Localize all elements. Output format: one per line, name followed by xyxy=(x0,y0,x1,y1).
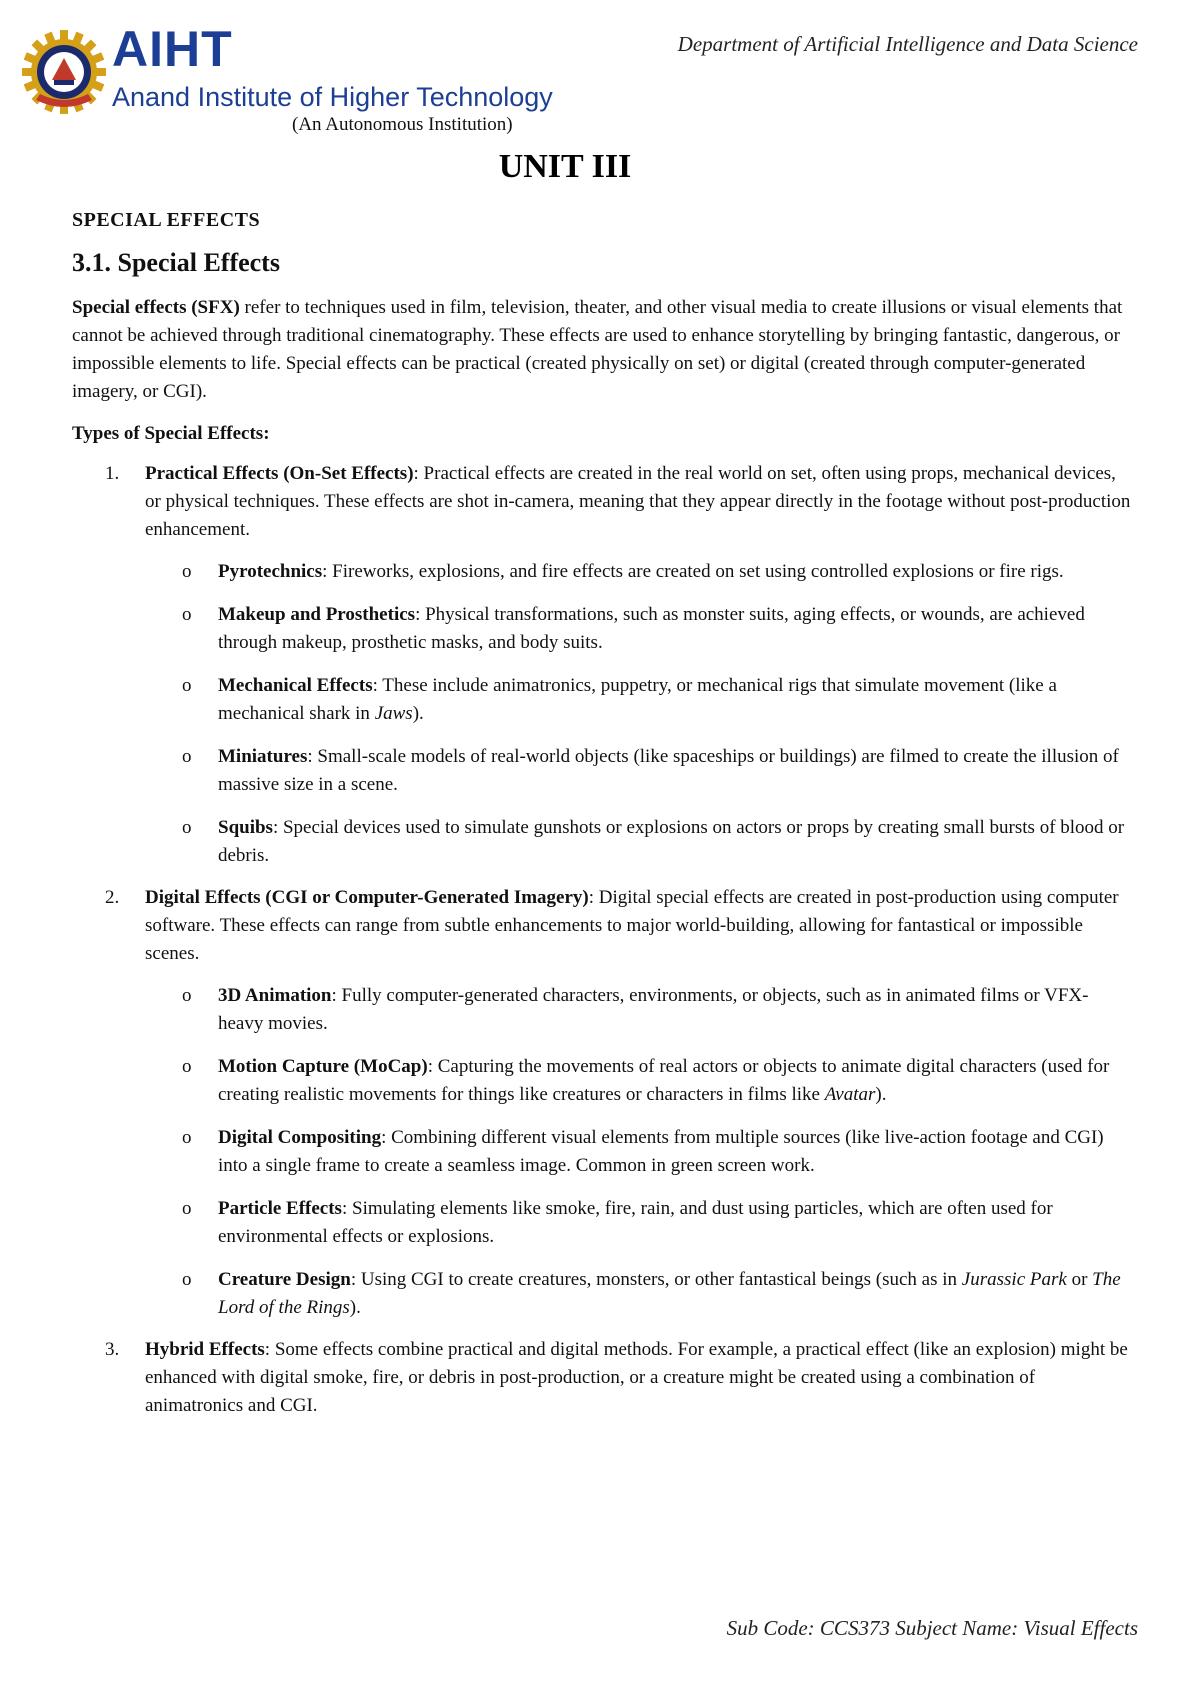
item-title: Practical Effects (On-Set Effects) xyxy=(145,463,414,484)
bullet: o xyxy=(182,1269,192,1290)
sub-list-item xyxy=(145,1124,1132,1180)
bullet: o xyxy=(182,746,192,767)
types-list xyxy=(72,460,1132,1420)
intro-text: refer to techniques used in film, television, theater, and other visual media to create illusions or visual elements that cannot be achieved through traditional cinematography. These effects are used to enhance storytelling by bringing fantastic, dangerous, or impossible elements to life. Special effects can be practical (created physically on set) or digital (created through computer-generated imagery, or CGI). xyxy=(72,297,1123,402)
sub-item-text-end: ). xyxy=(412,703,424,724)
bullet: o xyxy=(182,675,192,696)
sub-item-text: : Small-scale models of real-world objects (like spaceships or buildings) are filmed to create the illusion of massive size in a scene. xyxy=(218,746,1119,795)
bullet: o xyxy=(182,561,192,582)
sub-item-text: : Using CGI to create creatures, monsters, or other fantastical beings (such as in xyxy=(350,1269,962,1290)
list-item xyxy=(72,460,1132,870)
list-number: 2. xyxy=(105,887,120,908)
film-title: The Lord of the Rings xyxy=(218,1269,1121,1318)
sub-item-title: Creature Design xyxy=(218,1269,351,1290)
intro-term: Special effects xyxy=(72,297,187,318)
intro-paragraph xyxy=(72,294,1132,406)
sub-item-title: Mechanical Effects xyxy=(218,675,373,696)
sub-item-title: Miniatures xyxy=(218,746,308,767)
sub-item-text-end: ). xyxy=(875,1084,887,1105)
sub-list-item xyxy=(145,558,1132,586)
sub-list-item xyxy=(145,601,1132,657)
sub-item-text: : Combining different visual elements from multiple sources (like live-action footage and CGI) into a single frame to create a seamless image. Common in green screen work. xyxy=(218,1127,1104,1176)
bullet: o xyxy=(182,1198,192,1219)
sub-item-text: : Simulating elements like smoke, fire, rain, and dust using particles, which are often used for environmental effects or explosions. xyxy=(218,1198,1053,1247)
sub-list-item xyxy=(145,1195,1132,1251)
sub-item-title: Motion Capture (MoCap) xyxy=(218,1056,428,1077)
section-caps-title: SPECIAL EFFECTS xyxy=(72,209,261,231)
sub-item-text: : Capturing the movements of real actors or objects to animate digital characters (used for creating realistic movements for things like creatures or characters in films like xyxy=(218,1056,1110,1105)
page-footer: Sub Code: CCS373 Subject Name: Visual Effects xyxy=(726,1616,1138,1640)
sub-list-item xyxy=(145,814,1132,870)
item-text: : Practical effects are created in the real world on set, often using props, mechanical devices, or physical techniques. These effects are shot in-camera, meaning that they appear directly in the footage without post-production enhancement. xyxy=(145,463,1131,540)
department-header: Department of Artificial Intelligence and Data Science xyxy=(677,32,1138,56)
logo-text: AIHT xyxy=(112,21,233,77)
bullet: o xyxy=(182,985,192,1006)
document-body xyxy=(72,206,1132,1434)
institute-subtitle: (An Autonomous Institution) xyxy=(292,114,513,135)
item-text: : Some effects combine practical and digital methods. For example, a practical effect (like an explosion) might be enhanced with digital smoke, fire, or debris in post-production, or a creature might be created using a combination of animatronics and CGI. xyxy=(145,1339,1128,1416)
list-number: 1. xyxy=(105,463,120,484)
film-title: Jaws xyxy=(374,703,413,724)
institute-name: Anand Institute of Higher Technology xyxy=(112,82,553,112)
sub-item-text-mid: or xyxy=(1066,1269,1093,1290)
sub-list-item xyxy=(145,982,1132,1038)
institute-emblem-icon xyxy=(22,30,106,114)
sub-item-text: : Fireworks, explosions, and fire effects are created on set using controlled explosions or fire rigs. xyxy=(322,561,1064,582)
bullet: o xyxy=(182,604,192,625)
sub-item-text: : Fully computer-generated characters, environments, or objects, such as in animated films or VFX-heavy movies. xyxy=(218,985,1089,1034)
sub-list-item xyxy=(145,743,1132,799)
item-title: Hybrid Effects xyxy=(145,1339,265,1360)
intro-abbr: (SFX) xyxy=(191,297,240,318)
bullet: o xyxy=(182,817,192,838)
sub-item-text: : Physical transformations, such as monster suits, aging effects, or wounds, are achieved through makeup, prosthetic masks, and body suits. xyxy=(218,604,1085,653)
section-heading: 3.1. Special Effects xyxy=(72,248,280,277)
sub-item-title: Digital Compositing xyxy=(218,1127,382,1148)
list-item xyxy=(72,884,1132,1322)
list-number: 3. xyxy=(105,1339,120,1360)
item-text: : Digital special effects are created in post-production using computer software. These effects can range from subtle enhancements to major world-building, allowing for fantastical or impossible scenes. xyxy=(145,887,1119,964)
bullet: o xyxy=(182,1127,192,1148)
institute-logo xyxy=(22,21,582,120)
types-title: Types of Special Effects: xyxy=(72,423,270,444)
sub-list xyxy=(145,558,1132,870)
sub-item-title: 3D Animation xyxy=(218,985,332,1006)
sub-item-text: : Special devices used to simulate gunshots or explosions on actors or props by creating small bursts of blood or debris. xyxy=(218,817,1125,866)
item-title: Digital Effects (CGI or Computer-Generated Imagery) xyxy=(145,887,589,908)
sub-list-item xyxy=(145,672,1132,728)
sub-list xyxy=(145,982,1132,1322)
film-title: Avatar xyxy=(824,1084,876,1105)
sub-list-item xyxy=(145,1266,1132,1322)
sub-item-title: Makeup and Prosthetics xyxy=(218,604,416,625)
sub-item-title: Squibs xyxy=(218,817,273,838)
list-item xyxy=(72,1336,1132,1420)
bullet: o xyxy=(182,1056,192,1077)
sub-item-title: Pyrotechnics xyxy=(218,561,323,582)
unit-title: UNIT III xyxy=(498,148,632,185)
sub-item-title: Particle Effects xyxy=(218,1198,342,1219)
sub-item-text: : These include animatronics, puppetry, or mechanical rigs that simulate movement (like a mechanical shark in xyxy=(218,675,1057,724)
sub-list-item xyxy=(145,1053,1132,1109)
film-title: Jurassic Park xyxy=(961,1269,1067,1290)
sub-item-text-end: ). xyxy=(349,1297,361,1318)
